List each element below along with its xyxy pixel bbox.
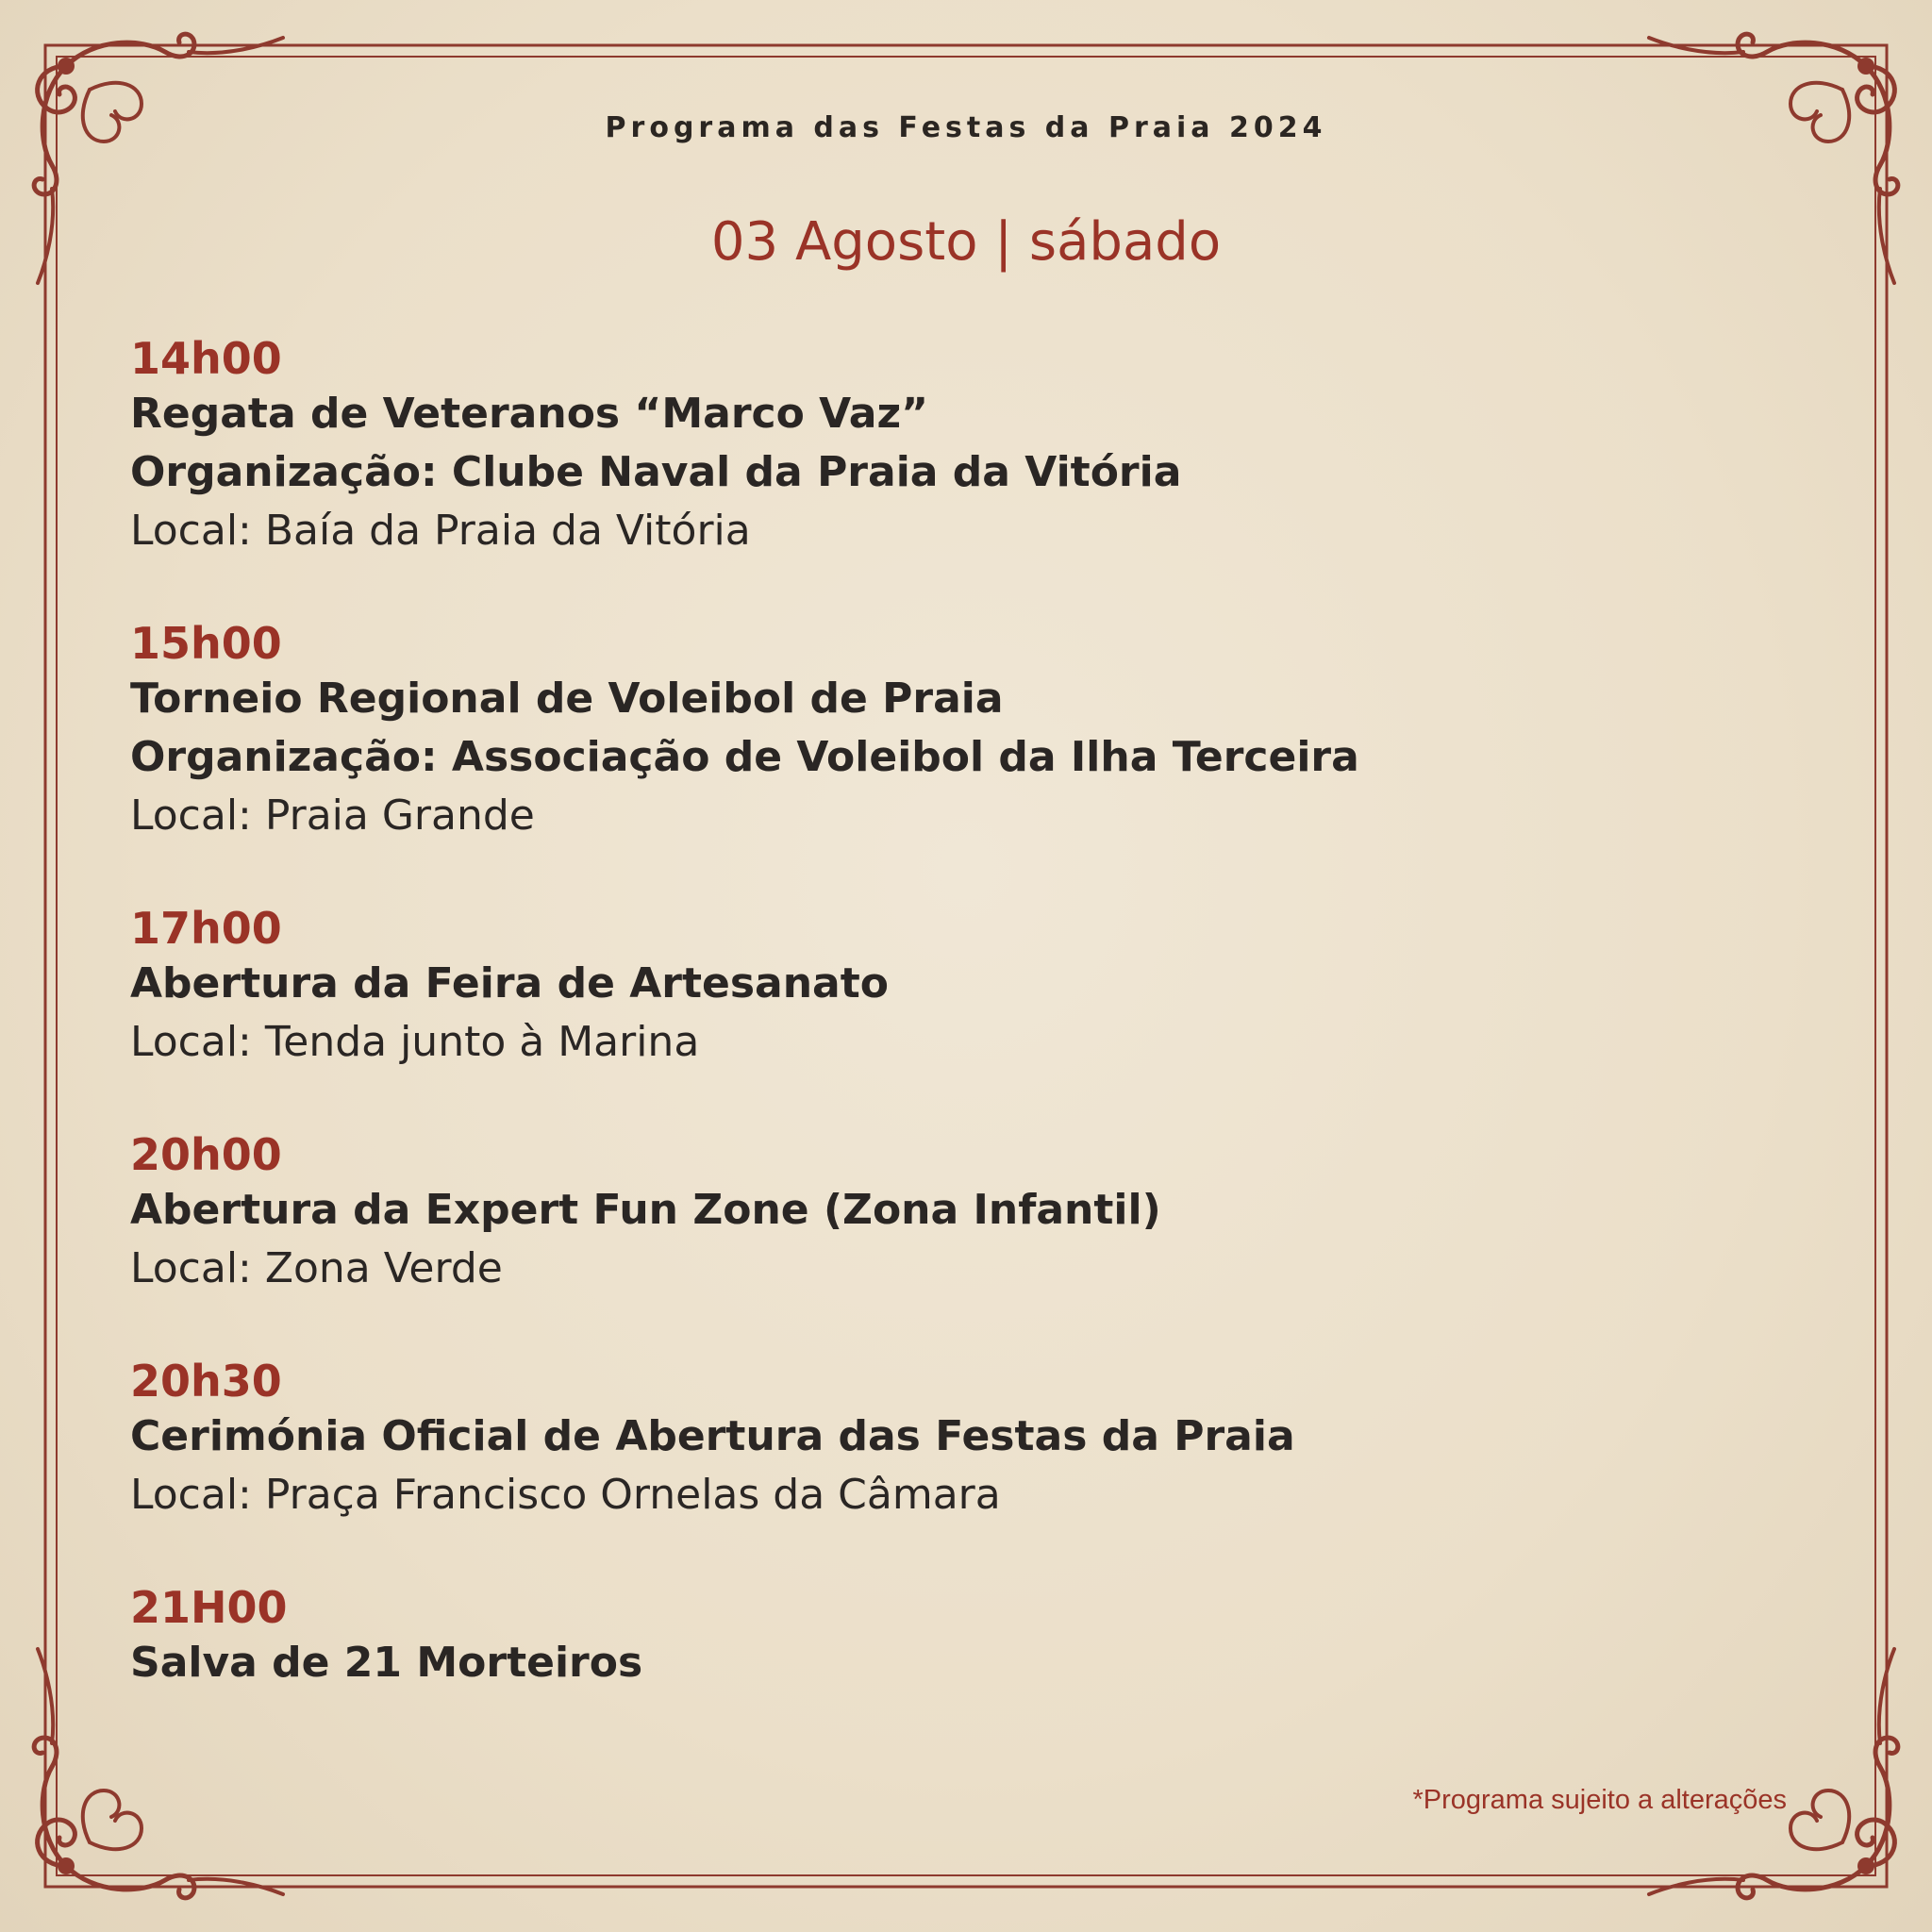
event-title: Torneio Regional de Voleibol de Praia	[130, 675, 1004, 723]
footnote: *Programa sujeito a alterações	[1412, 1785, 1787, 1815]
event-time: 14h00	[130, 333, 282, 384]
event-location: Local: Zona Verde	[130, 1244, 503, 1292]
event-item	[130, 1128, 1828, 1298]
event-time: 17h00	[130, 903, 282, 954]
program-title: Programa das Festas da Praia 2024	[605, 111, 1327, 144]
event-location: Local: Praça Francisco Ornelas da Câmara	[130, 1471, 1001, 1519]
event-organization: Organização: Clube Naval da Praia da Vitória	[130, 448, 1182, 496]
event-item	[130, 1581, 1828, 1692]
event-list	[130, 332, 1828, 1692]
event-item	[130, 617, 1828, 845]
event-time: 21H00	[130, 1582, 288, 1633]
event-time: 15h00	[130, 618, 282, 669]
event-location: Local: Tenda junto à Marina	[130, 1018, 700, 1066]
event-title: Salva de 21 Morteiros	[130, 1639, 643, 1687]
event-item	[130, 332, 1828, 560]
event-time: 20h00	[130, 1129, 282, 1180]
event-title: Abertura da Feira de Artesanato	[130, 959, 890, 1008]
event-item	[130, 1355, 1828, 1524]
event-location: Local: Baía da Praia da Vitória	[130, 507, 751, 555]
event-time: 20h30	[130, 1356, 282, 1407]
event-location: Local: Praia Grande	[130, 791, 535, 840]
event-title: Regata de Veteranos “Marco Vaz”	[130, 390, 929, 438]
event-title: Abertura da Expert Fun Zone (Zona Infantil)	[130, 1186, 1161, 1234]
event-title: Cerimónia Oficial de Abertura das Festas da Praia	[130, 1412, 1295, 1460]
event-item	[130, 902, 1828, 1072]
day-heading: 03 Agosto | sábado	[710, 211, 1222, 273]
event-organization: Organização: Associação de Voleibol da Ilha Terceira	[130, 733, 1359, 781]
